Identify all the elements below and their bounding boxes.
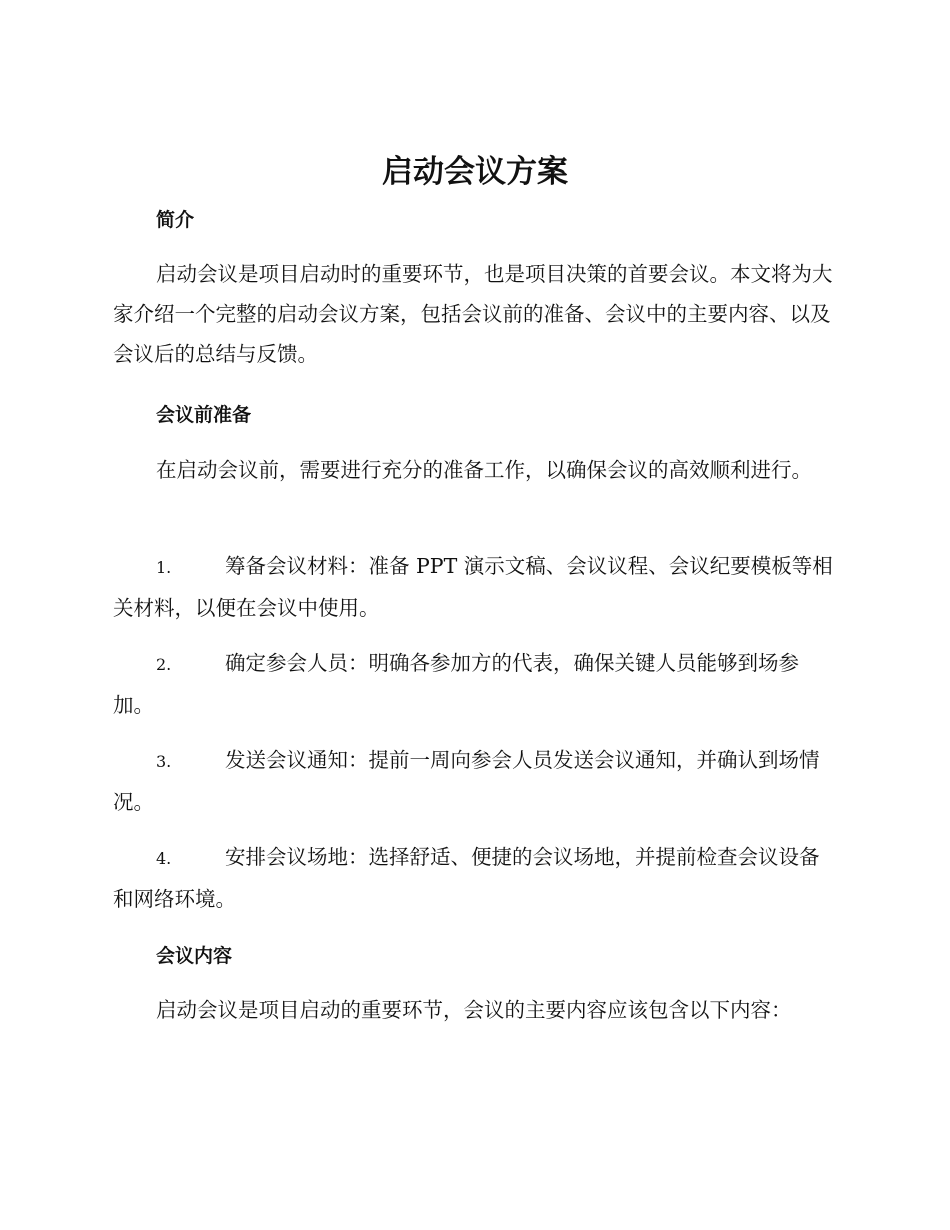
preparation-paragraph: 在启动会议前，需要进行充分的准备工作，以确保会议的高效顺利进行。 bbox=[156, 458, 812, 482]
list-item bbox=[113, 643, 839, 725]
list-item-number: 2. bbox=[156, 655, 172, 674]
list-item-text: 筹备会议材料：准备 PPT 演示文稿、会议议程、会议纪要模板等相关材料，以便在会议中使用。 bbox=[113, 554, 833, 620]
section-heading-content: 会议内容 bbox=[156, 945, 233, 967]
section-heading-intro: 简介 bbox=[156, 209, 195, 231]
list-item bbox=[113, 546, 839, 628]
list-item-text: 确定参会人员：明确各参加方的代表，确保关键人员能够到场参加。 bbox=[113, 651, 799, 717]
section-heading-preparation: 会议前准备 bbox=[156, 404, 252, 426]
list-item-number: 4. bbox=[156, 849, 172, 868]
document-title: 启动会议方案 bbox=[382, 154, 568, 190]
list-item bbox=[113, 837, 839, 919]
intro-paragraph: 启动会议是项目启动时的重要环节，也是项目决策的首要会议。本文将为大家介绍一个完整的启动会议方案，包括会议前的准备、会议中的主要内容、以及会议后的总结与反馈。 bbox=[113, 262, 833, 366]
list-item-text: 安排会议场地：选择舒适、便捷的会议场地，并提前检查会议设备和网络环境。 bbox=[113, 845, 820, 911]
list-item-number: 3. bbox=[156, 752, 172, 771]
content-paragraph: 启动会议是项目启动的重要环节，会议的主要内容应该包含以下内容： bbox=[156, 998, 792, 1022]
list-item bbox=[113, 740, 839, 822]
list-item-number: 1. bbox=[156, 558, 172, 577]
list-item-text: 发送会议通知：提前一周向参会人员发送会议通知，并确认到场情况。 bbox=[113, 748, 820, 814]
